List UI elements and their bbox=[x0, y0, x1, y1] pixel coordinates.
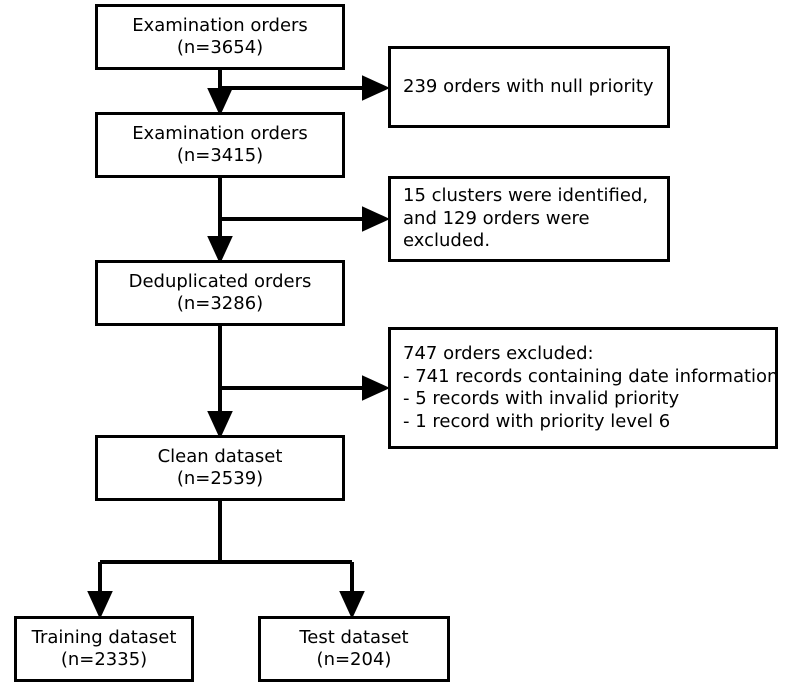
deduplicated-orders-box bbox=[95, 260, 345, 326]
node-text-line: 239 orders with null priority bbox=[403, 75, 654, 97]
node-text-line: (n=2335) bbox=[60, 649, 148, 670]
node-text-line: (n=2539) bbox=[176, 468, 264, 489]
node-text-line: (n=3654) bbox=[176, 37, 264, 58]
node-text-line: Training dataset bbox=[31, 626, 177, 648]
node-text-line: Deduplicated orders bbox=[128, 270, 312, 292]
node-text-line: (n=204) bbox=[316, 649, 392, 670]
node-text-line: - 741 records containing date information bbox=[403, 365, 779, 387]
clean-dataset-box bbox=[95, 435, 345, 501]
node-text-line: (n=3286) bbox=[176, 293, 264, 314]
node-text-line: Examination orders bbox=[132, 122, 308, 144]
orders-excluded-detail-box bbox=[388, 327, 778, 449]
node-text-line: and 129 orders were bbox=[403, 207, 590, 229]
null-priority-exclusion-box bbox=[388, 46, 670, 128]
node-text-line: (n=3415) bbox=[176, 145, 264, 166]
node-text-line: Clean dataset bbox=[157, 445, 283, 467]
node-text-line: Examination orders bbox=[132, 14, 308, 36]
node-text-line: - 5 records with invalid priority bbox=[403, 388, 680, 409]
node-text-line: 15 clusters were identified, bbox=[403, 185, 649, 207]
node-text-line: excluded. bbox=[403, 230, 491, 252]
node-text-line: - 1 record with priority level 6 bbox=[403, 410, 671, 432]
training-dataset-box bbox=[14, 616, 194, 682]
node-text-line: Test dataset bbox=[299, 626, 409, 648]
node-text-line: 747 orders excluded: bbox=[403, 343, 594, 364]
examination-orders-total-box bbox=[95, 4, 345, 70]
examination-orders-filtered-box bbox=[95, 112, 345, 178]
test-dataset-box bbox=[258, 616, 450, 682]
clusters-exclusion-box bbox=[388, 176, 670, 262]
